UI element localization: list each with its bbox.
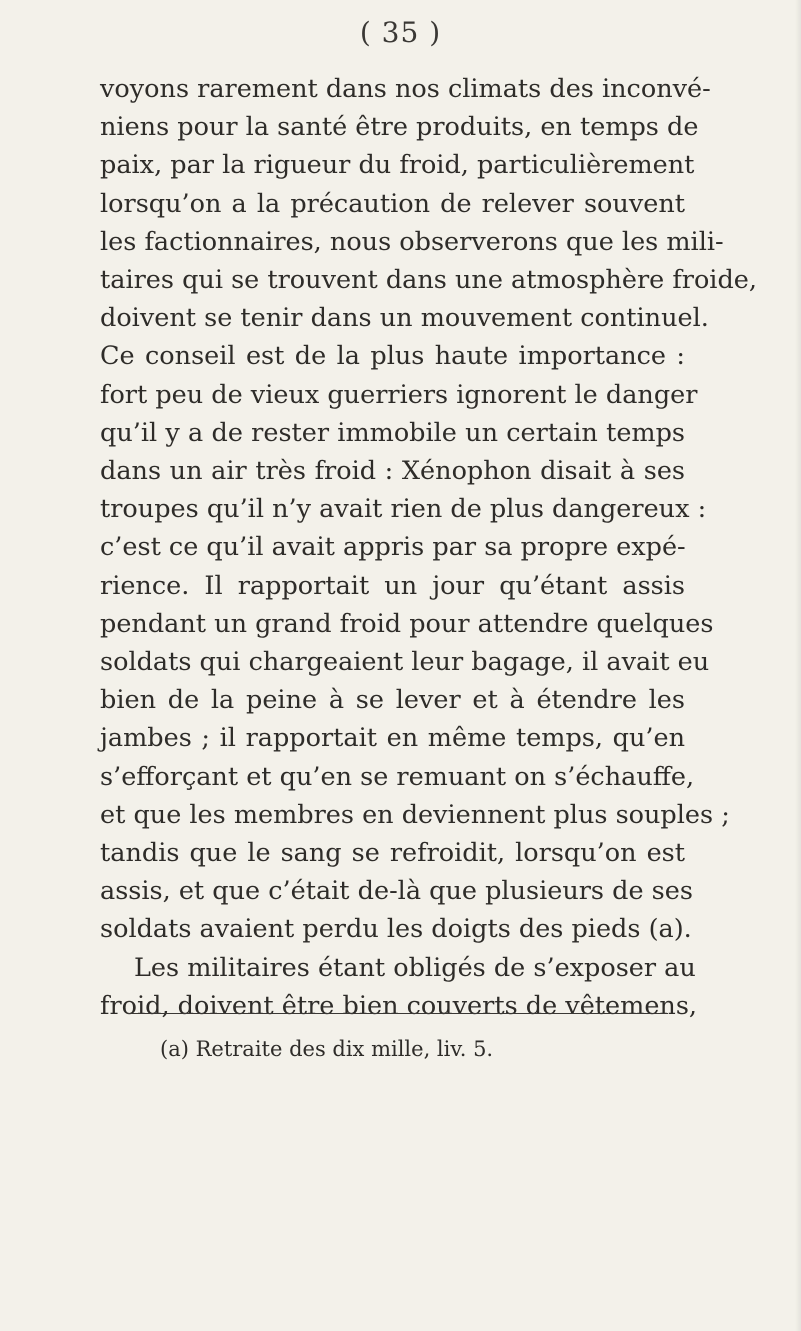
text-line: troupes qu’il n’y avait rien de plus dangereux : xyxy=(100,494,707,525)
text-line: assis, et que c’était de-là que plusieurs de ses xyxy=(100,876,693,907)
text-line: pendant un grand froid pour attendre quelques xyxy=(100,608,714,639)
text-line: froid, doivent être bien couverts de vêtemens, xyxy=(100,990,698,1021)
page-edge-shadow xyxy=(795,0,801,1331)
text-line: soldats avaient perdu les doigts des pieds (a). xyxy=(100,914,692,945)
text-line: rience. Il rapportait un jour qu’étant assis xyxy=(100,570,685,601)
text-line: et que les membres en deviennent plus souples ; xyxy=(100,799,730,830)
text-line: paix, par la rigueur du froid, particulièrement xyxy=(100,150,695,181)
text-line: c’est ce qu’il avait appris par sa propre expé- xyxy=(100,532,686,563)
text-line: lorsqu’on a la précaution de relever souvent xyxy=(100,188,685,219)
body-text xyxy=(100,70,757,1025)
text-line: niens pour la santé être produits, en temps de xyxy=(100,112,699,143)
footnote-divider xyxy=(128,1013,668,1014)
text-line: doivent se tenir dans un mouvement continuel. xyxy=(100,303,709,334)
text-line: voyons rarement dans nos climats des inconvé- xyxy=(100,74,711,104)
text-line: Les militaires étant obligés de s’exposer au xyxy=(134,952,696,983)
text-line: soldats qui chargeaient leur bagage, il avait eu xyxy=(100,647,710,678)
text-line: s’efforçant et qu’en se remuant on s’échauffe, xyxy=(100,761,695,792)
text-line: taires qui se trouvent dans une atmosphère froide, xyxy=(100,265,757,296)
text-line: Ce conseil est de la plus haute importance : xyxy=(100,341,685,372)
text-line: tandis que le sang se refroidit, lorsqu’on est xyxy=(100,838,685,869)
page-number: ( 35 ) xyxy=(359,16,442,49)
text-line: bien de la peine à se lever et à étendre les xyxy=(100,685,685,716)
text-line: dans un air très froid : Xénophon disait à ses xyxy=(100,456,685,487)
text-line: jambes ; il rapportait en même temps, qu’en xyxy=(100,723,685,754)
footnote: (a) Retraite des dix mille, liv. 5. xyxy=(160,1037,494,1061)
text-line: les factionnaires, nous observerons que les mili- xyxy=(100,226,724,257)
text-line: qu’il y a de rester immobile un certain temps xyxy=(100,417,685,448)
text-line: fort peu de vieux guerriers ignorent le danger xyxy=(100,379,698,410)
